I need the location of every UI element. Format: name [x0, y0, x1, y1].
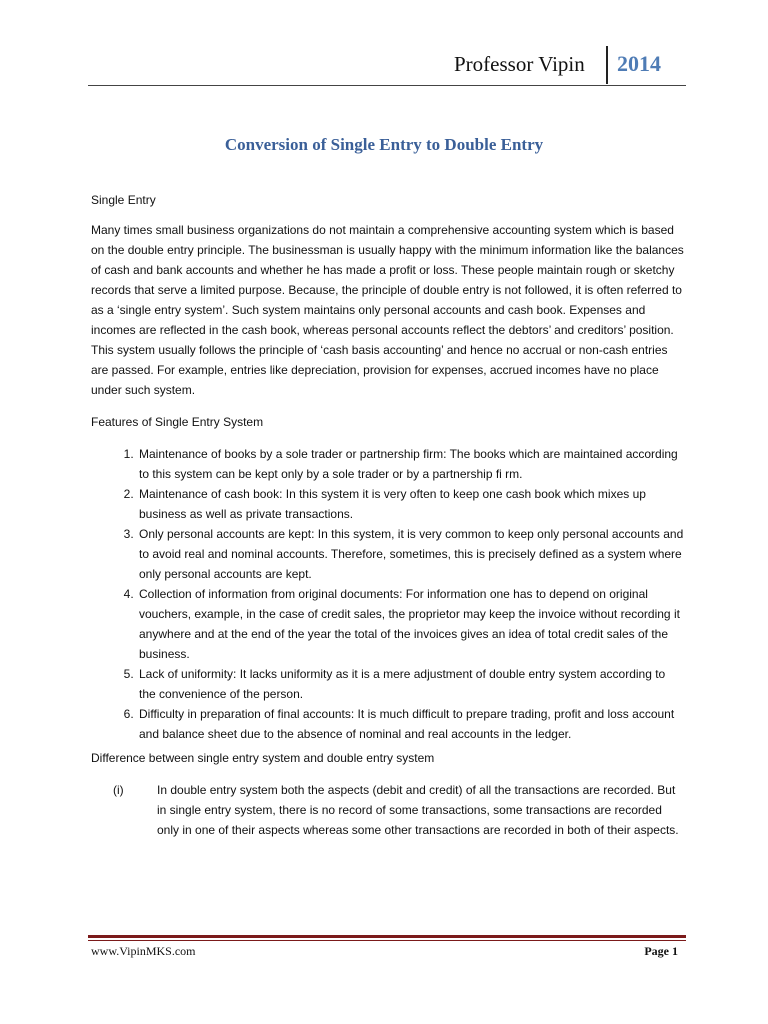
section-heading-difference: Difference between single entry system and double entry system — [91, 751, 435, 765]
list-item: 4. Collection of information from original documents: For information one has to depend on original vouchers, example, in the case of credit sales, the proprietor may keep the invoice without recording it anywhere and at the end of the year the total of the invoices gives an idea of total credit sales of the business. — [137, 584, 685, 664]
list-item: 2. Maintenance of cash book: In this system it is very often to keep one cash book which mixes up business as well as private transactions. — [137, 484, 685, 524]
header-separator — [606, 46, 608, 84]
document-title: Conversion of Single Entry to Double Entry — [224, 135, 544, 154]
header-rule — [88, 85, 686, 86]
page-number: Page 1 — [644, 944, 678, 958]
footer-url: www.VipinMKS.com — [91, 944, 196, 958]
header-author: Professor Vipin — [454, 52, 585, 76]
section-heading-single-entry: Single Entry — [91, 193, 156, 207]
difference-item — [113, 780, 685, 840]
list-item: 5. Lack of uniformity: It lacks uniformity as it is a mere adjustment of double entry system according to the convenience of the person. — [137, 664, 685, 704]
document-body — [91, 190, 685, 840]
section-heading-features: Features of Single Entry System — [91, 415, 264, 429]
footer-rule — [88, 935, 686, 938]
difference-item-number: (i) — [113, 783, 124, 797]
features-list — [91, 444, 685, 744]
difference-item-text: In double entry system both the aspects (debit and credit) of all the transactions are recorded. But in single entry system, there is no record of some transactions, some transactions are recorded only in one of their aspects whereas some other transactions are recorded in both of their aspects. — [157, 783, 679, 837]
list-item: 6. Difficulty in preparation of final accounts: It is much difficult to prepare trading, profit and loss account and balance sheet due to the absence of nominal and real accounts in the ledger. — [137, 704, 685, 744]
list-item: 1. Maintenance of books by a sole trader or partnership firm: The books which are maintained according to this system can be kept only by a sole trader or by a partnership fi rm. — [137, 444, 685, 484]
single-entry-paragraph: Many times small business organizations do not maintain a comprehensive accounting system which is based on the double entry principle. The businessman is usually happy with the minimum information like the balances of cash and bank accounts and whether he has made a profit or loss. These people maintain rough or sketchy records that serve a limited purpose. Because, the principle of double entry is not followed, it is often referred to as a ‘single entry system’. Such system maintains only personal accounts and cash book. Expenses and incomes are reflected in the cash book, whereas personal accounts reflect the debtors’ and creditors’ position. This system usually follows the principle of ‘cash basis accounting’ and hence no accrual or non-cash entries are passed. For example, entries like depreciation, provision for expenses, accrued incomes have no place under such system. — [91, 223, 684, 397]
header-year: 2014 — [617, 51, 661, 76]
footer-rule-thin — [88, 940, 686, 941]
list-item: 3. Only personal accounts are kept: In this system, it is very common to keep only personal accounts and to avoid real and nominal accounts. Therefore, sometimes, this is precisely defined as a system where only personal accounts are kept. — [137, 524, 685, 584]
